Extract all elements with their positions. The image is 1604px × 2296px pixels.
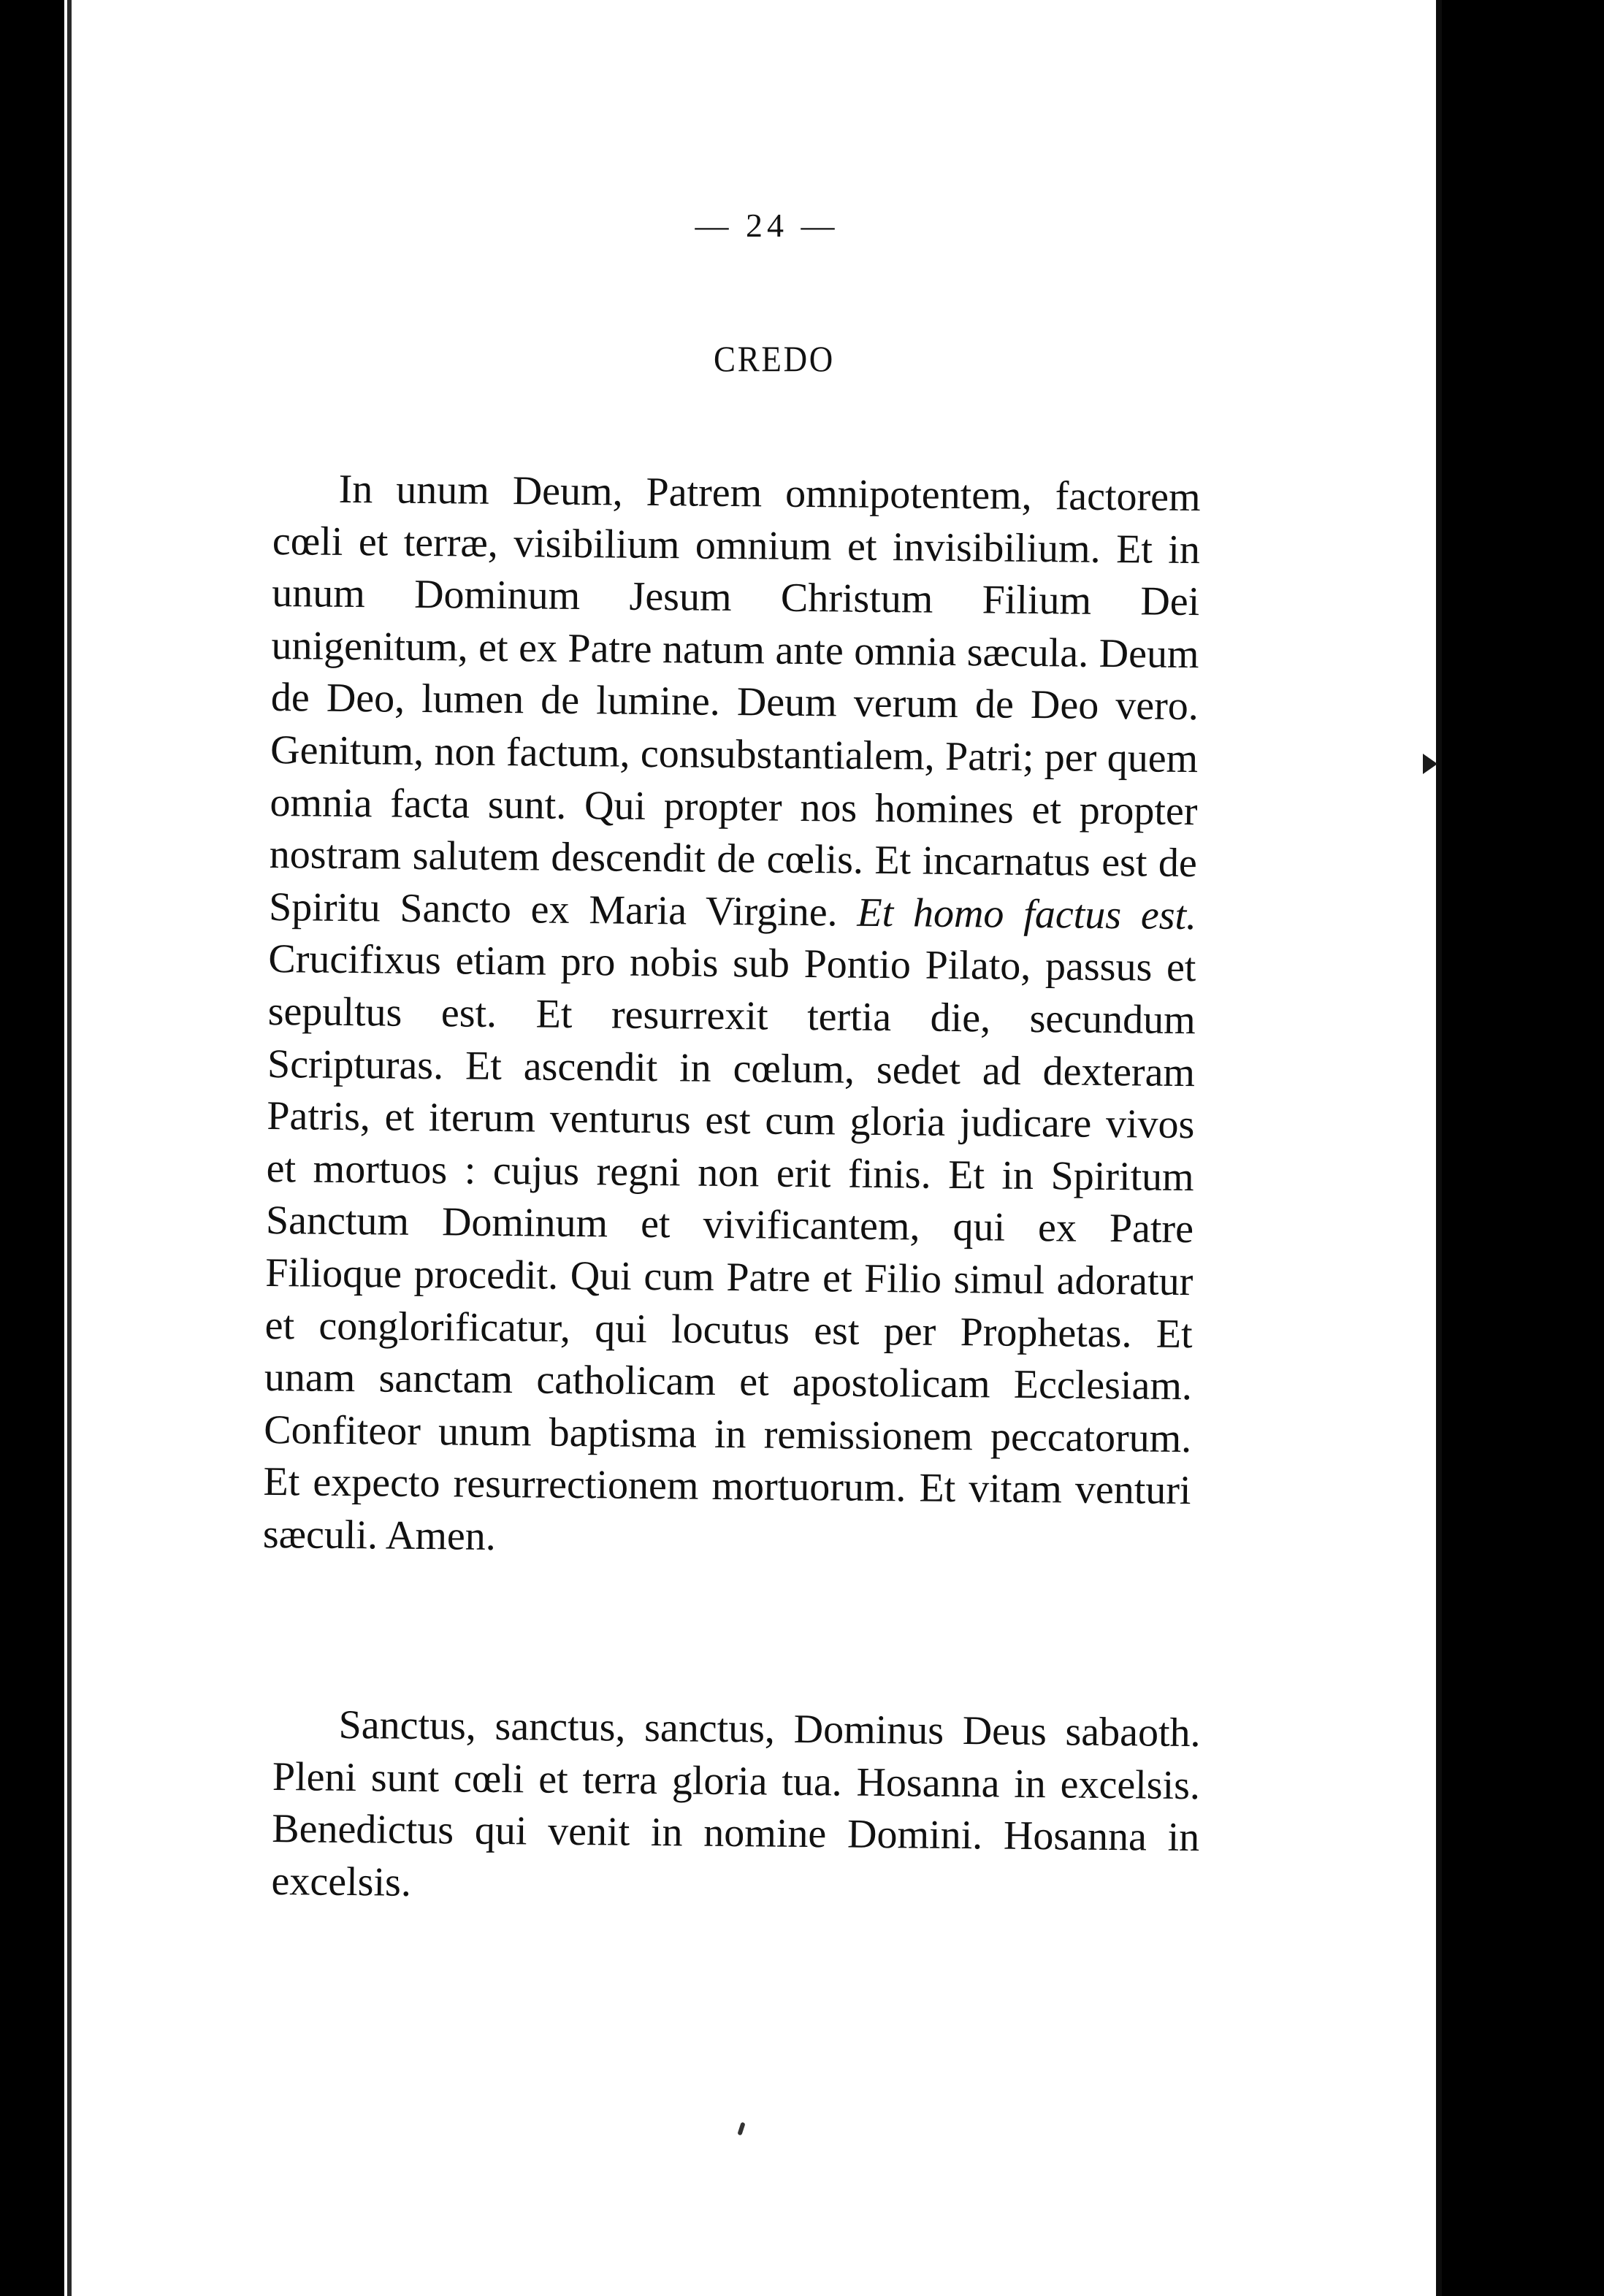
left-page-edge xyxy=(67,0,72,2296)
ink-speck xyxy=(737,2122,745,2136)
credo-paragraph xyxy=(263,463,1201,1570)
credo-text-part-1: In unum Deum, Patrem omnipotentem, factorem cœli et terræ, visibilium omnium et invisibilium. Et in unum Dominum Jesum Christum Filium Dei unigenitum, et ex Patre natum ante omnia sæcula. Deum de Deo, lumen de lumine. Deum verum de Deo vero. Genitum, non factum, consubstantialem, Patri; per quem omnia facta sunt. Qui propter nos homines et propter nostram salutem descendit de cœlis. Et incarnatus est de Spiritu Sancto ex Maria Virgine. xyxy=(268,466,1201,935)
left-scan-border xyxy=(0,0,64,2296)
right-scan-border xyxy=(1442,0,1604,2296)
sanctus-paragraph: Sanctus, sanctus, sanctus, Dominus Deus sabaoth. Pleni sunt cœli et terra gloria tua. Hosanna in excelsis. Benedictus qui venit in nomine Domini. Hosanna in excelsis. xyxy=(271,1702,1201,1905)
credo-text-part-2: Crucifixus etiam pro nobis sub Pontio Pilato, passus et sepultus est. Et resurrexit tertia die, secundum Scripturas. Et ascendit in cœlum, sedet ad dexteram Patris, et iterum venturus est cum gloria judicare vivos et mortuos : cujus regni non erit finis. Et in Spiritum Sanctum Dominum et vivificantem, qui ex Patre Filioque procedit. Qui cum Patre et Filio simul adoratur et conglorificatur, qui locutus est per Prophetas. Et unam sanctam catholicam et apostolicam Ecclesiam. Confiteor unum baptisma in remissionem peccatorum. Et expecto resurrectionem mortuorum. Et vitam venturi sæculi. Amen. xyxy=(262,936,1196,1559)
page-edge-tab xyxy=(1423,754,1437,774)
right-page-edge xyxy=(1436,0,1442,2296)
page-number: — 24 — xyxy=(695,207,839,244)
section-heading: CREDO xyxy=(713,338,836,379)
credo-italic-phrase: Et homo factus est. xyxy=(857,889,1197,938)
